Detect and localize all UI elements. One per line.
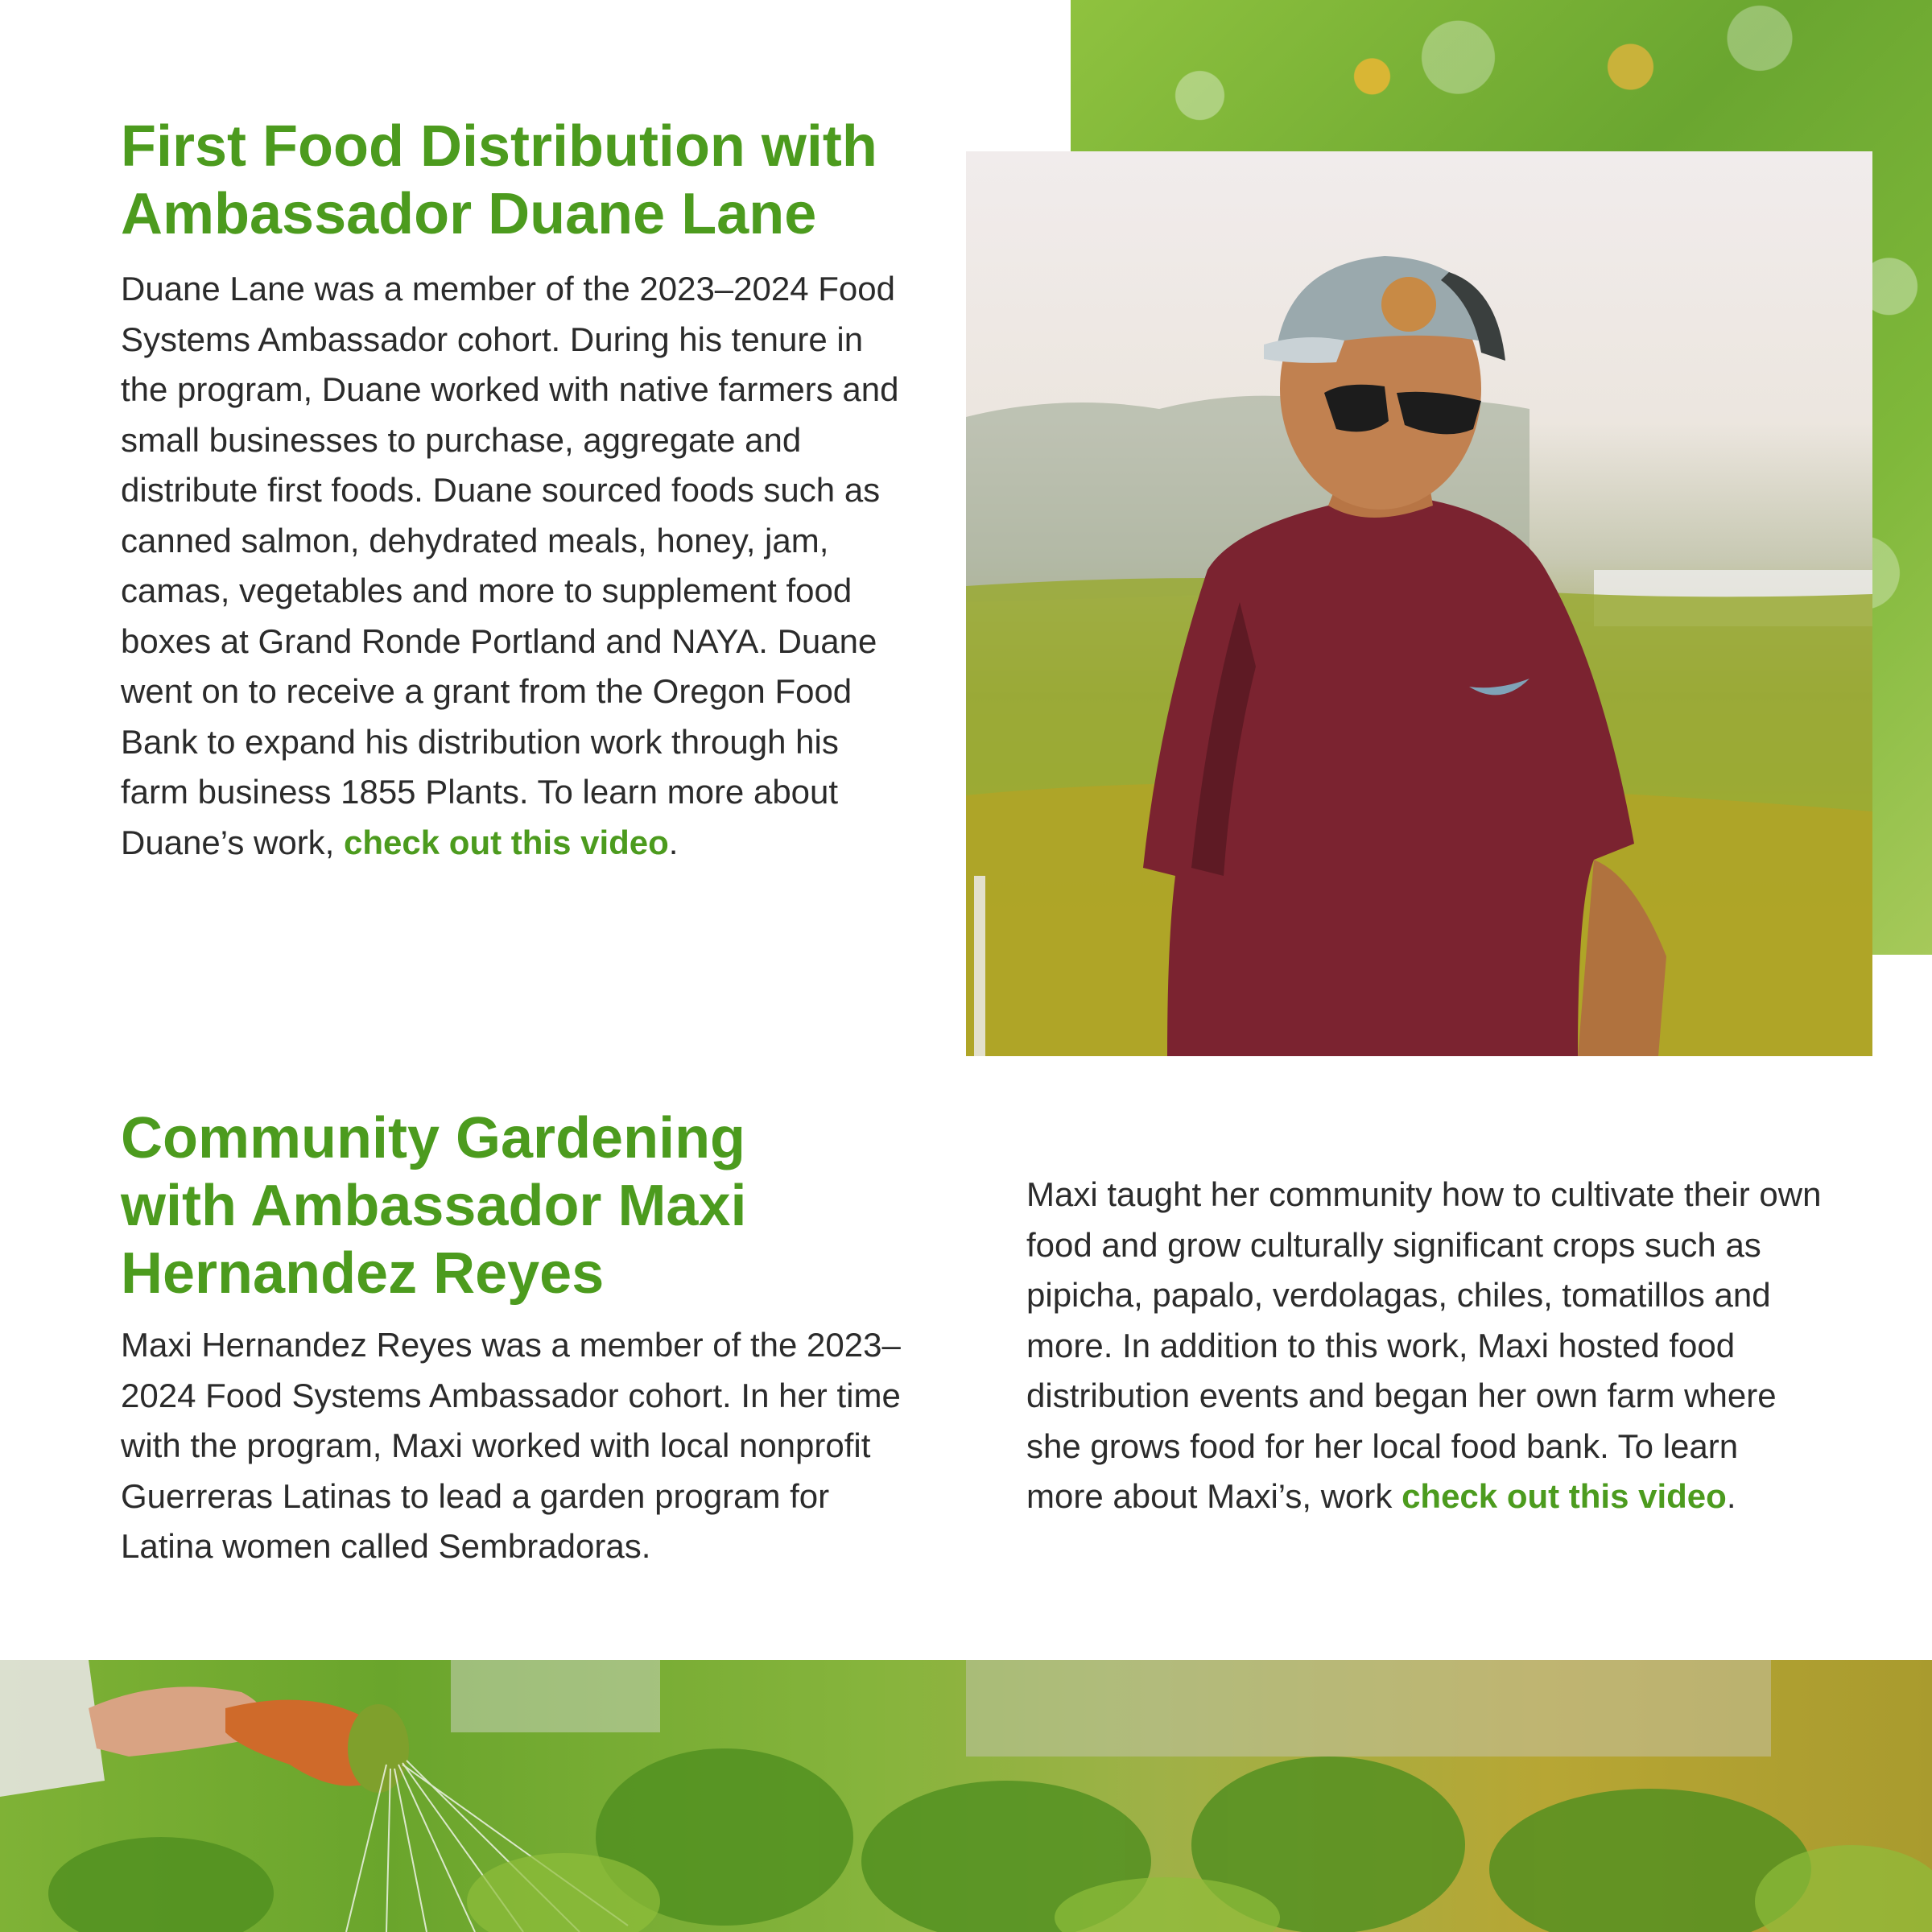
section2-heading-line2: with Ambassador Maxi [121,1174,747,1238]
section2-body-left-text: Maxi Hernandez Reyes was a member of the 2023–2024 Food Systems Ambassador cohort. In her time with the program, Maxi worked with local nonprofit Guerreras Latinas to lead a garden program for Latina women called Sembradoras. [121,1326,901,1565]
section1-body-end: . [668,823,679,861]
section2-body-right-text: Maxi taught her community how to cultivate their own food and grow culturally significant crops such as pipicha, papalo, verdolagas, chiles, tomatillos and more. In addition to this work, Maxi hosted food distribution events and began her own farm where she grows food for her local food bank. To learn more about Maxi’s, work [1026,1175,1822,1515]
ambassador-duane-photo [966,151,1872,1056]
section2-heading [121,1104,747,1307]
section2-heading-line1: Community Gardening [121,1106,746,1170]
section2-body-right [1026,1170,1823,1522]
section1-body [121,264,910,868]
section2-heading-line3: Hernandez Reyes [121,1241,605,1306]
section1-heading [121,113,877,248]
section1-body-text: Duane Lane was a member of the 2023–2024 Food Systems Ambassador cohort. During his tenure in the program, Duane worked with native farmers and small businesses to purchase, aggregate and distribute first foods. Duane sourced foods such as canned salmon, dehydrated meals, honey, jam, camas, vegetables and more to supplement food boxes at Grand Ronde Portland and NAYA. Duane went on to receive a grant from the Oregon Food Bank to expand his distribution work through his farm business 1855 Plants. To learn more about Duane’s work, [121,270,899,861]
section2-body-right-end: . [1726,1477,1736,1515]
ambassador-duane-illustration [966,151,1872,1056]
garden-watering-photo [0,1660,1932,1932]
section1-heading-line1: First Food Distribution with [121,114,877,179]
garden-watering-illustration [0,1660,1932,1932]
duane-video-link[interactable]: check out this video [344,823,669,861]
section1-heading-line2: Ambassador Duane Lane [121,182,817,246]
maxi-video-link[interactable]: check out this video [1402,1477,1727,1515]
section2-body-left [121,1320,918,1572]
